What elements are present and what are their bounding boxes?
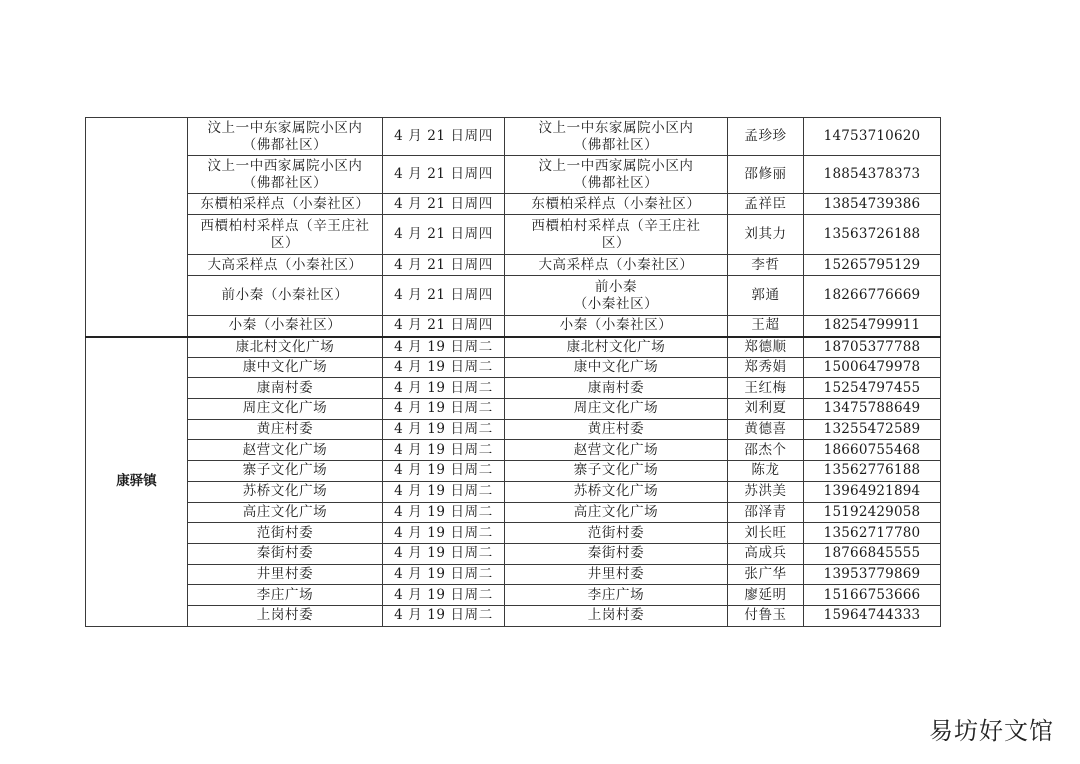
- phone-cell: 13953779869: [804, 564, 941, 585]
- site-cell: 小秦（小秦社区）: [188, 316, 383, 337]
- contact-cell: 黄德喜: [728, 419, 804, 440]
- date-cell: 4 月 21 日周四: [383, 156, 505, 194]
- phone-cell: 18266776669: [804, 276, 941, 316]
- phone-cell: 15964744333: [804, 605, 941, 626]
- site-cell: 汶上一中东家属院小区内 （佛都社区）: [188, 118, 383, 156]
- contact-cell: 廖延明: [728, 585, 804, 606]
- table-row: [86, 276, 941, 316]
- contact-cell: 付鲁玉: [728, 605, 804, 626]
- table-row: [86, 543, 941, 564]
- date-cell: 4 月 19 日周二: [383, 399, 505, 420]
- site-cell: 李庄广场: [188, 585, 383, 606]
- contact-cell: 郭通: [728, 276, 804, 316]
- location-cell: 黄庄村委: [505, 419, 728, 440]
- phone-cell: 18705377788: [804, 337, 941, 358]
- contact-cell: 张广华: [728, 564, 804, 585]
- date-cell: 4 月 19 日周二: [383, 440, 505, 461]
- location-cell: 秦街村委: [505, 543, 728, 564]
- phone-cell: 15192429058: [804, 502, 941, 523]
- location-cell: 李庄广场: [505, 585, 728, 606]
- site-cell: 东檟柏采样点（小秦社区）: [188, 194, 383, 215]
- location-cell: 范街村委: [505, 523, 728, 544]
- location-cell: 高庄文化广场: [505, 502, 728, 523]
- table-row: [86, 337, 941, 358]
- location-cell: 寨子文化广场: [505, 461, 728, 482]
- contact-cell: 刘长旺: [728, 523, 804, 544]
- location-cell: 周庄文化广场: [505, 399, 728, 420]
- table-row: [86, 156, 941, 194]
- site-cell: 井里村委: [188, 564, 383, 585]
- contact-cell: 陈龙: [728, 461, 804, 482]
- table-row: [86, 605, 941, 626]
- date-cell: 4 月 19 日周二: [383, 357, 505, 378]
- contact-cell: 李哲: [728, 255, 804, 276]
- date-cell: 4 月 21 日周四: [383, 276, 505, 316]
- date-cell: 4 月 19 日周二: [383, 378, 505, 399]
- table-row: [86, 316, 941, 337]
- table-row: [86, 118, 941, 156]
- phone-cell: 13562717780: [804, 523, 941, 544]
- contact-cell: 王超: [728, 316, 804, 337]
- date-cell: 4 月 19 日周二: [383, 585, 505, 606]
- site-cell: 苏桥文化广场: [188, 481, 383, 502]
- phone-cell: 15265795129: [804, 255, 941, 276]
- site-cell: 大高采样点（小秦社区）: [188, 255, 383, 276]
- site-cell: 黄庄村委: [188, 419, 383, 440]
- contact-cell: 刘其力: [728, 215, 804, 255]
- location-cell: 小秦（小秦社区）: [505, 316, 728, 337]
- table-row: [86, 440, 941, 461]
- location-cell: 苏桥文化广场: [505, 481, 728, 502]
- date-cell: 4 月 19 日周二: [383, 523, 505, 544]
- date-cell: 4 月 21 日周四: [383, 194, 505, 215]
- location-cell: 大高采样点（小秦社区）: [505, 255, 728, 276]
- phone-cell: 18854378373: [804, 156, 941, 194]
- site-cell: 高庄文化广场: [188, 502, 383, 523]
- contact-cell: 高成兵: [728, 543, 804, 564]
- location-cell: 康中文化广场: [505, 357, 728, 378]
- phone-cell: 14753710620: [804, 118, 941, 156]
- contact-cell: 邵泽青: [728, 502, 804, 523]
- date-cell: 4 月 21 日周四: [383, 215, 505, 255]
- contact-cell: 邵修丽: [728, 156, 804, 194]
- table-row: [86, 215, 941, 255]
- contact-cell: 孟祥臣: [728, 194, 804, 215]
- table-row: [86, 255, 941, 276]
- phone-cell: 13964921894: [804, 481, 941, 502]
- contact-cell: 孟珍珍: [728, 118, 804, 156]
- contact-cell: 王红梅: [728, 378, 804, 399]
- sampling-schedule-table: [85, 117, 941, 627]
- location-cell: 西檟柏村采样点（辛王庄社 区）: [505, 215, 728, 255]
- location-cell: 康南村委: [505, 378, 728, 399]
- phone-cell: 15166753666: [804, 585, 941, 606]
- phone-cell: 15006479978: [804, 357, 941, 378]
- site-cell: 上岗村委: [188, 605, 383, 626]
- location-cell: 东檟柏采样点（小秦社区）: [505, 194, 728, 215]
- date-cell: 4 月 21 日周四: [383, 118, 505, 156]
- table-row: [86, 399, 941, 420]
- date-cell: 4 月 19 日周二: [383, 481, 505, 502]
- site-cell: 康中文化广场: [188, 357, 383, 378]
- table-row: [86, 357, 941, 378]
- date-cell: 4 月 19 日周二: [383, 564, 505, 585]
- date-cell: 4 月 19 日周二: [383, 419, 505, 440]
- date-cell: 4 月 19 日周二: [383, 502, 505, 523]
- town-cell: 康驿镇: [86, 337, 188, 627]
- phone-cell: 15254797455: [804, 378, 941, 399]
- site-cell: 汶上一中西家属院小区内 （佛都社区）: [188, 156, 383, 194]
- date-cell: 4 月 19 日周二: [383, 461, 505, 482]
- location-cell: 上岗村委: [505, 605, 728, 626]
- contact-cell: 刘利夏: [728, 399, 804, 420]
- table-row: [86, 378, 941, 399]
- table-row: [86, 585, 941, 606]
- site-cell: 西檟柏村采样点（辛王庄社 区）: [188, 215, 383, 255]
- location-cell: 汶上一中东家属院小区内 （佛都社区）: [505, 118, 728, 156]
- phone-cell: 13563726188: [804, 215, 941, 255]
- date-cell: 4 月 21 日周四: [383, 255, 505, 276]
- watermark-text: 易坊好文馆: [929, 717, 1054, 745]
- location-cell: 康北村文化广场: [505, 337, 728, 358]
- site-cell: 康南村委: [188, 378, 383, 399]
- table-row: [86, 564, 941, 585]
- date-cell: 4 月 19 日周二: [383, 543, 505, 564]
- site-cell: 范街村委: [188, 523, 383, 544]
- location-cell: 前小秦 （小秦社区）: [505, 276, 728, 316]
- table-row: [86, 523, 941, 544]
- phone-cell: 13255472589: [804, 419, 941, 440]
- phone-cell: 13562776188: [804, 461, 941, 482]
- site-cell: 康北村文化广场: [188, 337, 383, 358]
- site-cell: 秦街村委: [188, 543, 383, 564]
- site-cell: 寨子文化广场: [188, 461, 383, 482]
- phone-cell: 13854739386: [804, 194, 941, 215]
- table-row: [86, 481, 941, 502]
- site-cell: 赵营文化广场: [188, 440, 383, 461]
- date-cell: 4 月 21 日周四: [383, 316, 505, 337]
- site-cell: 前小秦（小秦社区）: [188, 276, 383, 316]
- table-row: [86, 461, 941, 482]
- phone-cell: 18254799911: [804, 316, 941, 337]
- date-cell: 4 月 19 日周二: [383, 337, 505, 358]
- phone-cell: 13475788649: [804, 399, 941, 420]
- table-row: [86, 502, 941, 523]
- site-cell: 周庄文化广场: [188, 399, 383, 420]
- location-cell: 汶上一中西家属院小区内 （佛都社区）: [505, 156, 728, 194]
- date-cell: 4 月 19 日周二: [383, 605, 505, 626]
- town-cell: [86, 118, 188, 337]
- phone-cell: 18766845555: [804, 543, 941, 564]
- contact-cell: 邵杰个: [728, 440, 804, 461]
- table-row: [86, 419, 941, 440]
- contact-cell: 郑德顺: [728, 337, 804, 358]
- location-cell: 赵营文化广场: [505, 440, 728, 461]
- table-row: [86, 194, 941, 215]
- contact-cell: 郑秀娟: [728, 357, 804, 378]
- phone-cell: 18660755468: [804, 440, 941, 461]
- location-cell: 井里村委: [505, 564, 728, 585]
- contact-cell: 苏洪美: [728, 481, 804, 502]
